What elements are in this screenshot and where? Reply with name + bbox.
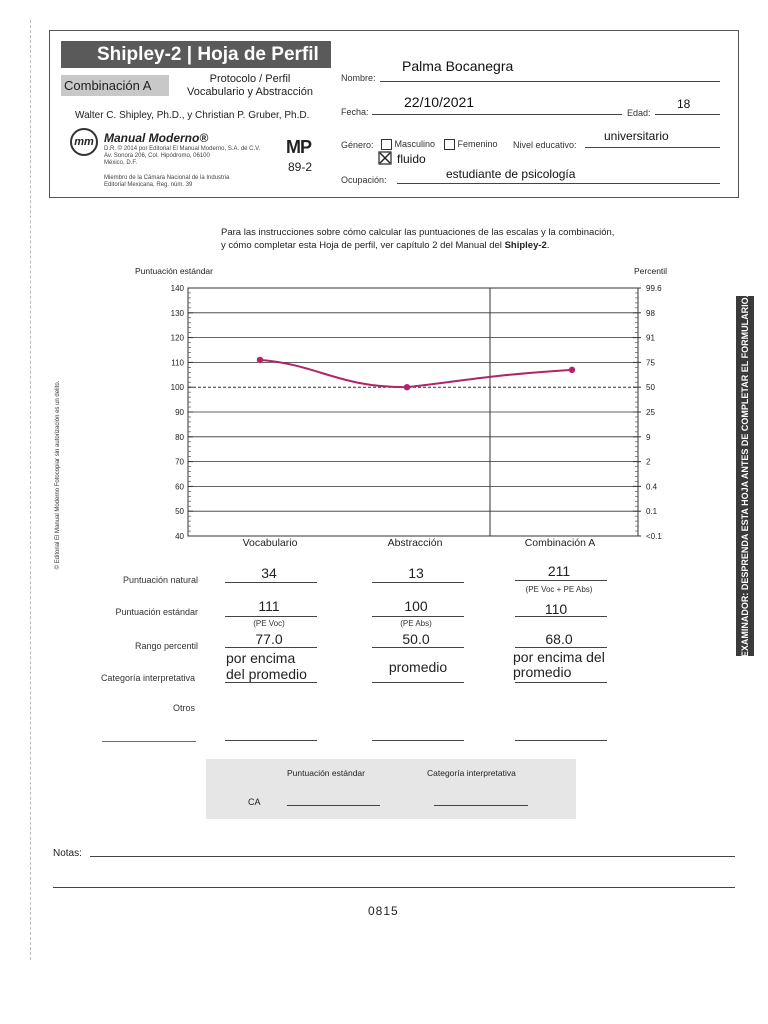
row-standard-label: Puntuación estándar [115,607,198,617]
ocupacion-label: Ocupación: [341,175,387,185]
masculino-checkbox[interactable] [381,139,392,150]
comb-category[interactable]: por encima del promedio [513,649,605,680]
row-category-label: Categoría interpretativa [100,673,195,683]
title-left: Shipley-2 [97,44,182,65]
femenino-checkbox[interactable] [444,139,455,150]
fecha-field[interactable]: 22/10/2021 [404,94,475,110]
category-label: Abstracción [387,537,443,549]
checked-box-icon [378,151,392,165]
profile-chart [160,278,670,550]
y-tick-label: 80 [175,432,184,442]
copyright: D.R. © 2014 por Editorial El Manual Moderno, S.A. de C.V. Av. Sonora 206, Col. Hipódromo, 06100 México, D.F. [104,146,261,166]
page-code: 0815 [368,904,399,918]
abs-standard-note: (PE Abs) [400,619,432,628]
data-point [569,367,575,373]
voc-natural[interactable]: 34 [261,565,277,581]
y-tick-label: 50 [175,507,184,517]
nivel-field[interactable]: universitario [604,129,669,143]
combination-tag: Combinación A [61,75,169,96]
others-input-line[interactable] [102,741,196,742]
edad-label: Edad: [627,108,651,118]
nombre-field[interactable]: Palma Bocanegra [402,58,514,74]
abs-standard[interactable]: 100 [404,598,428,614]
y-tick-label: 60 [175,482,184,492]
ca-standard-label: Puntuación estándar [287,768,365,778]
percentile-tick-label: <0.1 [646,532,662,541]
nivel-label: Nivel educativo: [513,140,577,150]
perforation-line [30,20,31,960]
abs-natural[interactable]: 13 [408,565,424,581]
comb-standard[interactable]: 110 [544,601,568,617]
authors: Walter C. Shipley, Ph.D., y Christian P. Gruber, Ph.D. [75,110,310,121]
voc-standard[interactable]: 111 [258,598,280,614]
member-note: Miembro de la Cámara Nacional de la Industria Editorial Mexicana, Reg. núm. 39 [104,175,230,188]
comb-natural[interactable]: 211 [547,563,571,579]
masculino-option[interactable]: Masculino [381,139,435,150]
ca-standard-field[interactable] [287,805,380,806]
row-natural-label: Puntuación natural [122,575,198,585]
voc-percentile[interactable]: 77.0 [255,631,283,647]
side-instruction-strip: EXAMINADOR: DESPRENDA ESTA HOJA ANTES DE COMPLETAR EL FORMULARIO. [736,296,754,656]
category-label: Vocabulario [242,537,298,549]
category-label: Combinación A [524,537,596,549]
y-tick-label: 100 [170,383,184,393]
comb-natural-note: (PE Voc + PE Abs) [525,585,593,594]
percentile-tick-label: 0.4 [646,482,658,492]
percentile-tick-label: 99.6 [646,284,662,293]
percentile-tick-label: 91 [646,333,655,343]
data-point [404,384,410,390]
ocupacion-field[interactable]: estudiante de psicología [446,167,576,181]
notas-field[interactable] [90,856,735,857]
row-others-label: Otros [172,703,195,713]
percentile-tick-label: 2 [646,457,651,467]
form-title: Shipley-2 | Hoja de Perfil [61,41,331,68]
y-tick-label: 140 [170,284,184,293]
percentile-tick-label: 50 [646,383,655,393]
copyright-vertical: © Editorial El Manual Moderno Fotocopiar sin autorización es un delito. [55,380,61,570]
notas-label: Notas: [53,848,82,859]
left-axis-label: Puntuación estándar [135,266,213,276]
percentile-tick-label: 25 [646,408,655,417]
y-tick-label: 130 [170,308,184,318]
form-code: 89-2 [288,160,313,174]
series-line [260,360,572,387]
title-right: Hoja de Perfil [197,44,319,65]
fecha-label: Fecha: [341,107,369,117]
percentile-tick-label: 0.1 [646,507,658,517]
voc-category[interactable]: por encima del promedio [226,650,307,682]
y-tick-label: 40 [175,532,184,541]
y-tick-label: 90 [175,408,184,417]
ca-label: CA [248,797,261,807]
ca-category-field[interactable] [434,805,528,806]
right-axis-label: Percentil [634,266,668,276]
mp-logo-icon: MP [286,137,311,157]
instructions: Para las instrucciones sobre cómo calcular las puntuaciones de las escalas y la combinación, y cómo completar esta Hoja de perfil, ver capítulo 2 del Manual del Shipley-2. [221,227,615,251]
protocol-text: Protocolo / Perfil Vocabulario y Abstracción [187,73,313,98]
row-percentile-label: Rango percentil [134,641,198,651]
ca-category-label: Categoría interpretativa [427,768,516,778]
abs-category[interactable]: promedio [388,659,448,675]
percentile-tick-label: 9 [646,432,651,442]
publisher-name: Manual Moderno® [104,131,209,145]
comb-percentile[interactable]: 68.0 [545,631,573,647]
genero-label: Género: [341,140,374,150]
data-point [257,357,263,363]
percentile-tick-label: 75 [646,358,655,368]
y-tick-label: 110 [171,358,184,368]
y-tick-label: 120 [170,333,184,343]
femenino-option[interactable]: Femenino [444,139,498,150]
abs-percentile[interactable]: 50.0 [402,631,430,647]
mm-logo-icon: mm [70,128,98,156]
percentile-tick-label: 98 [646,308,655,318]
edad-field[interactable]: 18 [677,97,691,111]
fluido-text: fluido [397,152,426,166]
voc-standard-note: (PE Voc) [253,619,285,628]
fluido-checkbox[interactable] [378,151,392,165]
nombre-label: Nombre: [341,73,376,83]
y-tick-label: 70 [175,457,184,467]
ca-panel [206,759,576,819]
